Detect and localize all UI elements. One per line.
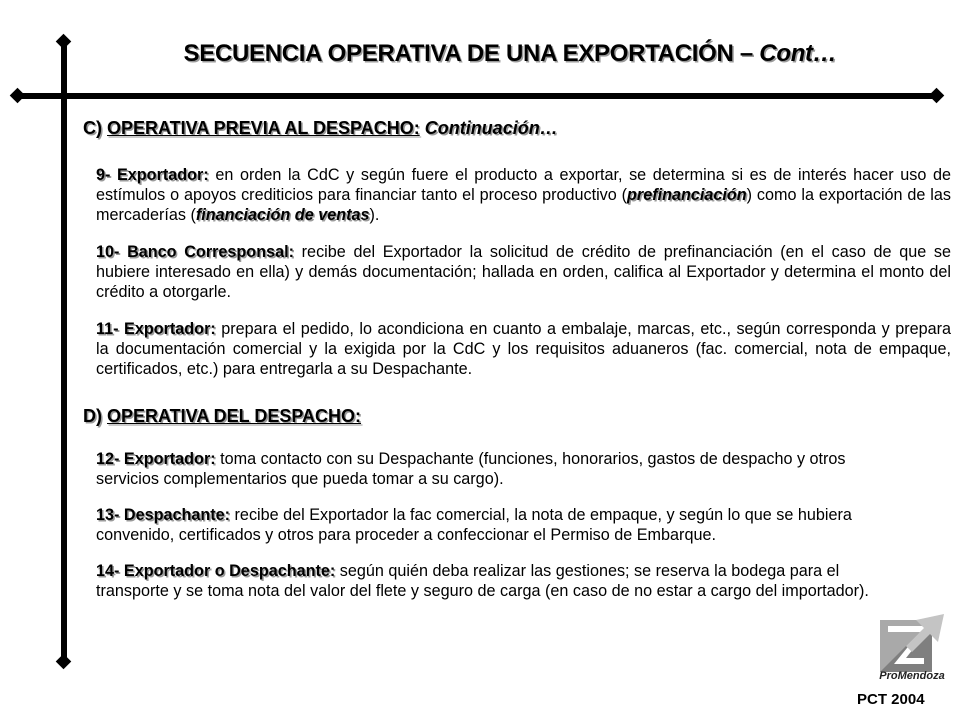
section-c-heading [83,118,558,139]
section-c-title: OPERATIVA PREVIA AL DESPACHO: [107,118,420,138]
vertical-rule [61,40,67,662]
section-d-letter: D) [83,406,107,426]
diamond-right-marker [929,88,945,104]
item-9-label: 9- Exportador: [96,166,209,184]
item-12-text: toma contacto con su Despachante (funciones, honorarios, gastos de despacho y otros servicios complementarios que pueda tomar a su cargo). [96,450,846,488]
item-10-text: recibe del Exportador la solicitud de crédito de prefinanciación (en el caso de que se hubiere interesado en ella) y demás documentación; hallada en orden, califica al Exportador y determina el monto del crédito a otorgarle. [96,243,951,301]
item-9-term-financiacion: financiación de ventas [195,206,370,224]
item-14-label: 14- Exportador o Despachante: [96,562,336,580]
section-c-letter: C) [83,118,107,138]
horizontal-rule [18,93,938,99]
item-9-text-1: en orden la CdC y según fuere el producto a exportar, se determina si es de interés hacer uso de estímulos o apoyos crediticios para financiar tanto el proceso productivo ( [96,166,951,204]
section-d-heading [83,406,361,427]
section-d-title: OPERATIVA DEL DESPACHO: [107,406,362,426]
item-13-text: recibe del Exportador la fac comercial, la nota de empaque, y según lo que se hubiera convenido, certificados y otros para proceder a confeccionar el Permiso de Embarque. [96,506,852,544]
promendoza-logo-text: ProMendoza [879,670,945,682]
diamond-left-marker [10,88,26,104]
item-14-paragraph [96,561,906,601]
item-12-label: 12- Exportador: [96,450,216,468]
item-11-paragraph [96,319,951,379]
item-9-paragraph [96,165,951,225]
item-12-paragraph [96,449,906,489]
item-9-text-3: ). [369,206,380,224]
diamond-bottom-marker [56,654,72,670]
item-10-paragraph [96,242,951,302]
section-c-suffix: Continuación… [419,118,558,138]
item-9-term-prefinanciacion: prefinanciación [627,186,747,204]
footer-pct: PCT 2004 [857,691,925,708]
item-11-text: prepara el pedido, lo acondiciona en cuanto a embalaje, marcas, etc., según corresponda y prepara la documentación comercial y la exigida por la CdC y los requisitos aduaneros (fac. comercial, nota de empaque, certificados, etc.) para entregarla a su Despachante. [96,320,951,378]
item-14-text: según quién deba realizar las gestiones; se reserva la bodega para el transporte y se toma nota del valor del flete y seguro de carga (en caso de no estar a cargo del importador). [96,562,869,600]
item-10-label: 10- Banco Corresponsal: [96,243,294,261]
item-13-label: 13- Despachante: [96,506,231,524]
slide-title [110,40,910,68]
item-13-paragraph [96,505,906,545]
slide-title-main: SECUENCIA OPERATIVA DE UNA EXPORTACIÓN – [183,40,760,67]
item-11-label: 11- Exportador: [96,320,216,338]
item-9-text-2: ) como la exportación de las mercaderías ( [96,186,951,224]
slide-title-cont: Cont… [759,40,837,67]
diamond-top-marker [56,34,72,50]
